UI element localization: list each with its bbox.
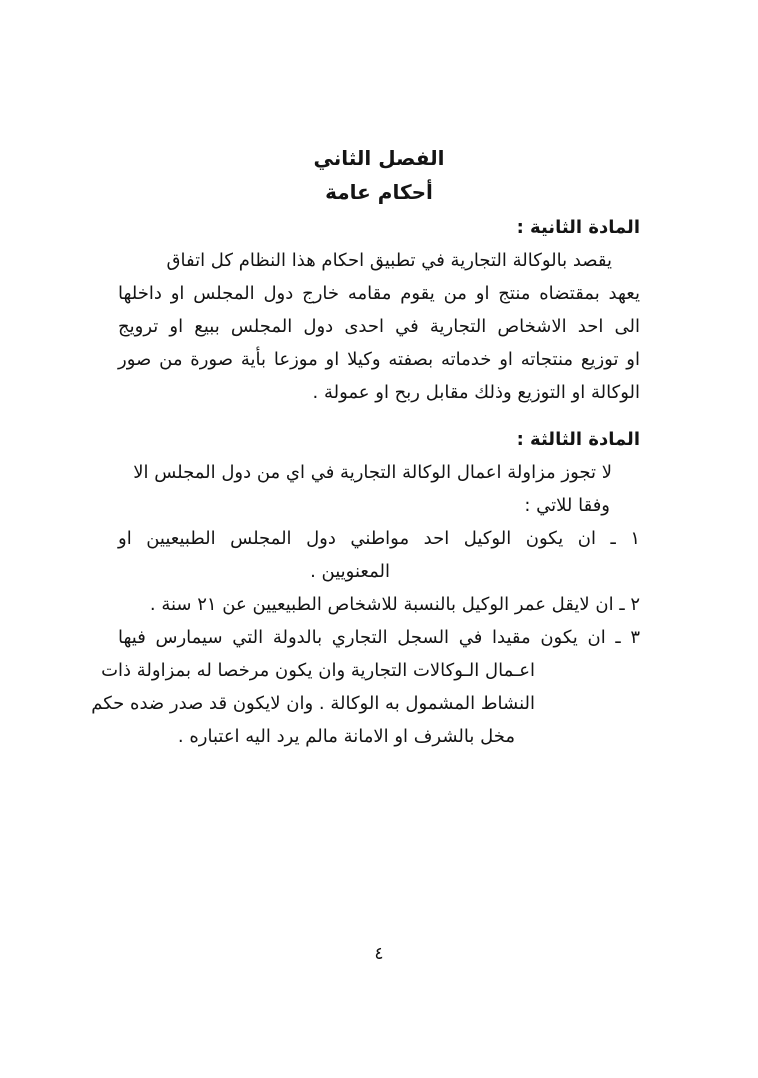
list-item-3-line: مخل بالشرف او الامانة مالم يرد اليه اعتباره .: [177, 726, 515, 747]
article-two-line: يعهد بمقتضاه منتج او من يقوم مقامه خارج دول المجلس او داخلها: [118, 283, 640, 304]
text-block: [91, 141, 640, 753]
list-item-1-line: المعنويين .: [310, 561, 390, 582]
article-two-line: الوكالة او التوزيع وذلك مقابل ربح او عمولة .: [312, 382, 640, 403]
article-two-line: يقصد بالوكالة التجارية في تطبيق احكام هذا النظام كل اتفاق: [166, 250, 612, 271]
article-two-line: او توزيع منتجاته او خدماته بصفته وكيلا او موزعا بأية صورة من صور: [118, 349, 640, 370]
page-number: ٤: [374, 944, 384, 964]
list-item-2-line: ٢ ـ ان لايقل عمر الوكيل بالنسبة للاشخاص الطبيعيين عن ٢١ سنة .: [149, 594, 640, 615]
chapter-title: الفصل الثاني: [313, 146, 445, 170]
list-item-3-line: النشاط المشمول به الوكالة . وان لايكون قد صدر ضده حكم: [91, 693, 535, 714]
list-item-3-line: ٣ ـ ان يكون مقيدا في السجل التجاري بالدولة التي سيمارس فيها: [118, 627, 640, 648]
article-three-intro-line: وفقا للاتي :: [524, 495, 610, 516]
list-item-3-line: اعـمال الـوكالات التجارية وان يكون مرخصا له بمزاولة ذات: [101, 660, 535, 681]
article-three-intro-line: لا تجوز مزاولة اعمال الوكالة التجارية في اي من دول المجلس الا: [133, 462, 612, 483]
article-two-line: الى احد الاشخاص التجارية في احدى دول المجلس ببيع او ترويج: [118, 316, 640, 337]
chapter-subtitle: أحكام عامة: [325, 180, 433, 204]
article-two-heading: المادة الثانية :: [516, 217, 640, 238]
list-item-1-line: ١ ـ ان يكون الوكيل احد مواطني دول المجلس الطبيعيين او: [118, 528, 640, 549]
article-three-heading: المادة الثالثة :: [516, 429, 640, 450]
